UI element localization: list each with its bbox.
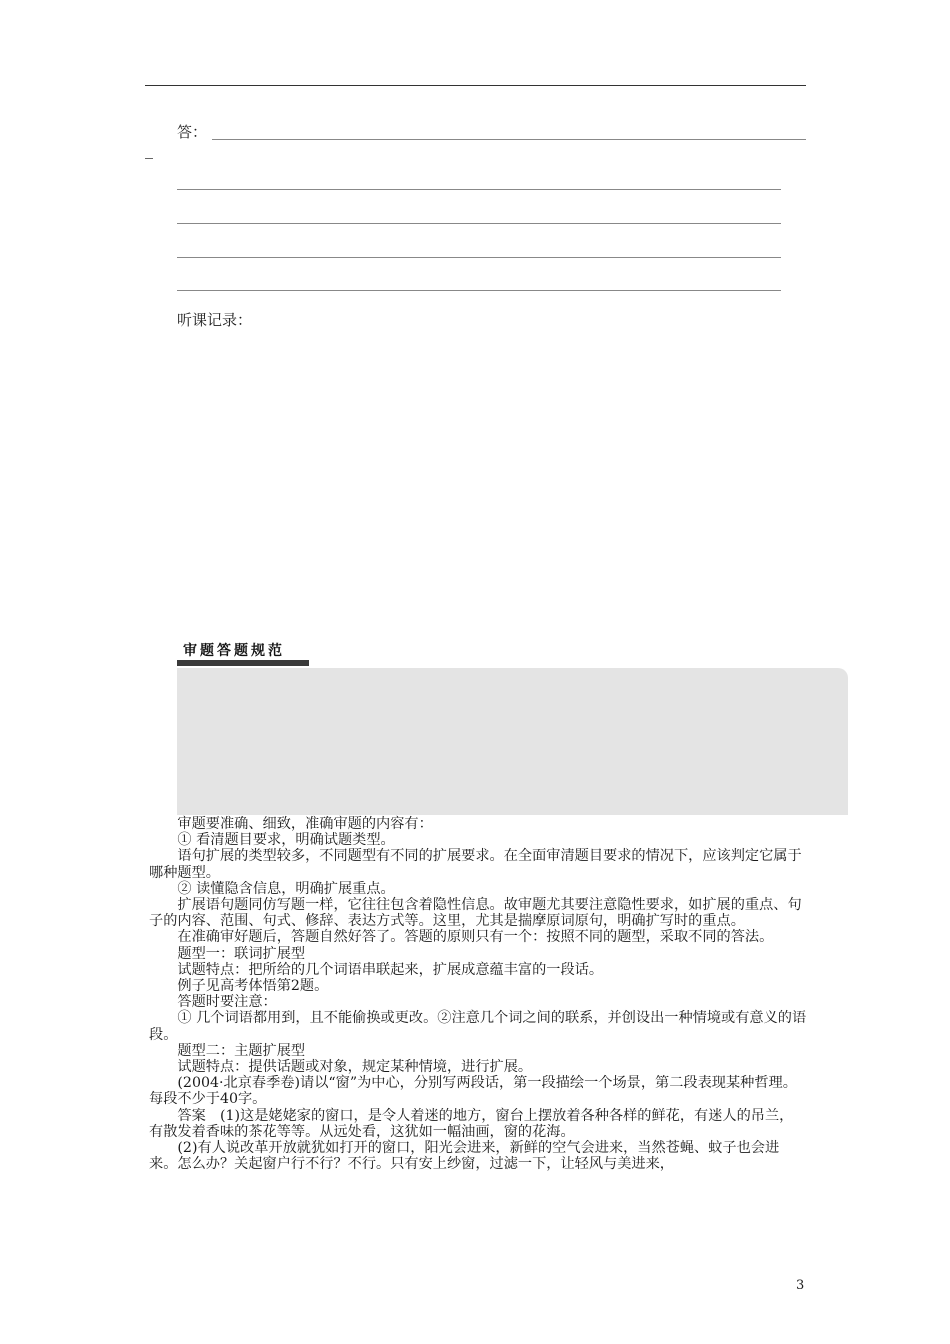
paragraph: 在准确审好题后，答题自然好答了。答题的原则只有一个：按照不同的题型，采取不同的答法。 [177, 929, 774, 946]
answer-line [177, 290, 781, 291]
paragraph: 试题特点：把所给的几个词语串联起来，扩展成意蕴丰富的一段话。 [177, 961, 604, 978]
paragraph: 例子见高考体悟第2题。 [177, 978, 329, 995]
paragraph: (2004·北京春季卷)请以“窗”为中心，分别写两段话，第一段描绘一个场景，第二段表现某种哲理。每段不少于40字。 [149, 1075, 797, 1108]
paragraph: 试题特点：提供话题或对象，规定某种情境，进行扩展。 [177, 1059, 533, 1076]
paragraph: 审题要准确、细致，准确审题的内容有： [177, 816, 433, 832]
answer-line [177, 257, 781, 258]
paragraph: ① 看清题目要求，明确试题类型。 [177, 832, 395, 849]
answer-line [177, 223, 781, 224]
margin-dash [145, 158, 153, 159]
paragraph: ② 读懂隐含信息，明确扩展重点。 [177, 880, 395, 897]
section-title: 审题答题规范 [183, 643, 285, 659]
section-underline [177, 660, 309, 666]
answer-line [212, 139, 806, 140]
page-number: 3 [796, 1278, 805, 1293]
notes-label: 听课记录： [177, 311, 253, 329]
answer-line [177, 189, 781, 190]
paragraph: (2)有人说改革开放就犹如打开的窗口，阳光会进来，新鲜的空气会进来，当然苍蝇、蚊子也会进来。怎么办？关起窗户行不行？不行。只有安上纱窗，过滤一下，让轻风与美进来， [149, 1140, 780, 1173]
answer-label: 答： [177, 123, 208, 141]
paragraph: 题型二：主题扩展型 [177, 1042, 306, 1059]
shaded-box [177, 668, 848, 815]
paragraph: 题型一：联词扩展型 [177, 945, 306, 962]
paragraph: ① 几个词语都用到，且不能偷换或更改。②注意几个词之间的联系，并创设出一种情境或有意义的语段。 [149, 1010, 807, 1043]
paragraph: 语句扩展的类型较多，不同题型有不同的扩展要求。在全面审清题目要求的情况下，应该判定它属于哪种题型。 [149, 848, 802, 881]
header-rule [145, 85, 806, 86]
paragraph: 答案 (1)这是姥姥家的窗口，是令人着迷的地方，窗台上摆放着各种各样的鲜花，有迷人的吊兰，有散发着香味的茶花等等。从远处看，这犹如一幅油画，窗的花海。 [149, 1107, 794, 1140]
body-text [149, 816, 807, 1173]
section-header [177, 636, 309, 666]
paragraph: 扩展语句题同仿写题一样，它往往包含着隐性信息。故审题尤其要注意隐性要求，如扩展的重点、句子的内容、范围、句式、修辞、表达方式等。这里，尤其是揣摩原词原句，明确扩写时的重点。 [149, 897, 802, 930]
paragraph: 答题时要注意： [177, 994, 277, 1011]
